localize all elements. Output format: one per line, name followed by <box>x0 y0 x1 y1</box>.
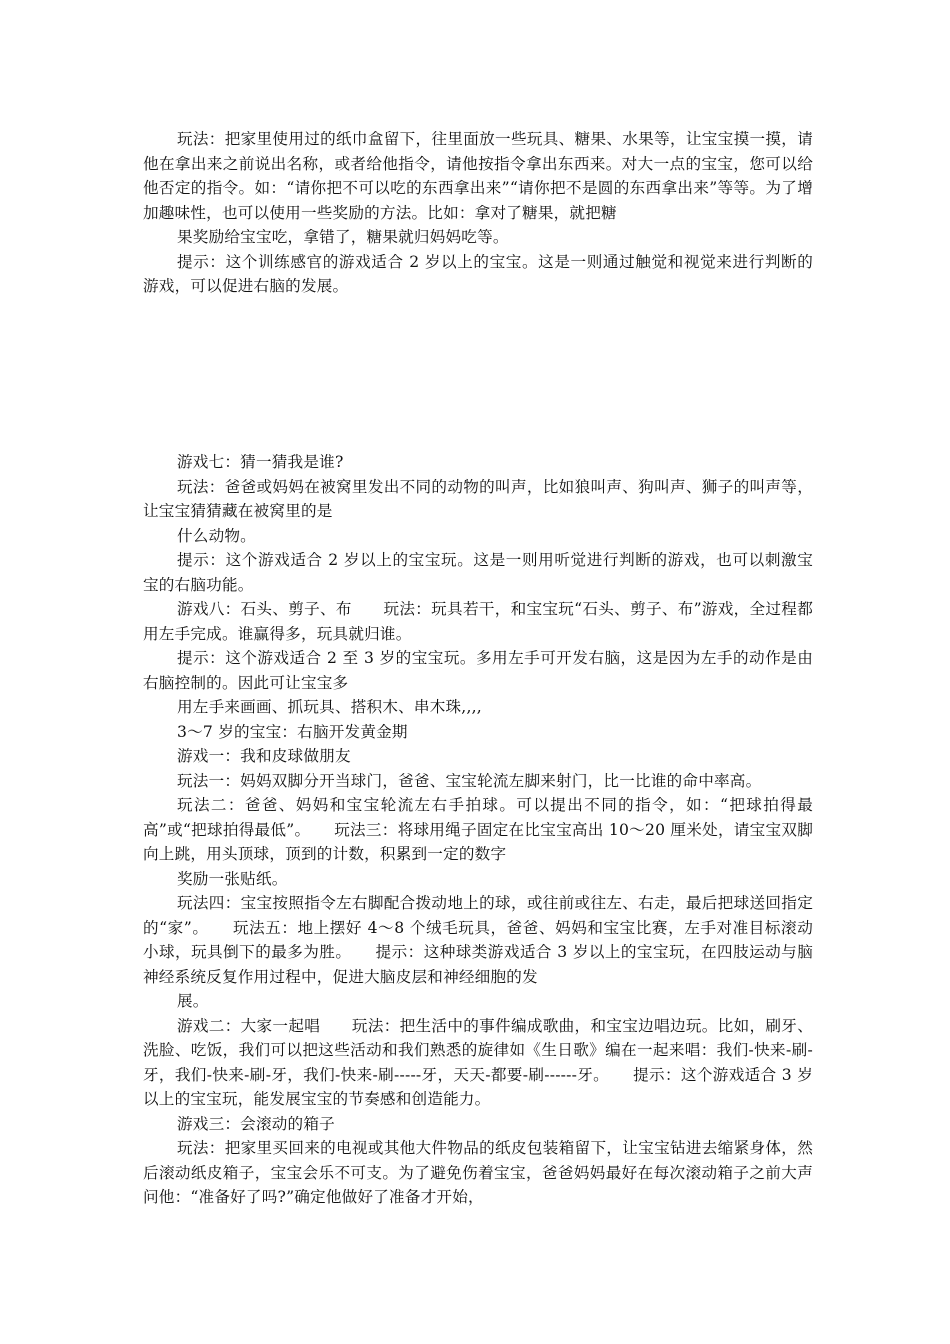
text-block-main <box>143 450 813 1210</box>
text-block-top <box>143 127 813 299</box>
paragraph-top-1: 玩法：把家里使用过的纸巾盒留下，往里面放一些玩具、糖果、水果等，让宝宝摸一摸，请他在拿出来之前说出名称，或者给他指令，请他按指令拿出东西来。对大一点的宝宝，您可以给他否定的指令。如：“请你把不可以吃的东西拿出来”“请你把不是圆的东西拿出来”等等。为了增加趣味性，也可以使用一些奖励的方法。比如：拿对了糖果，就把糖 <box>143 130 813 222</box>
paragraph-game-8-tip: 提示：这个游戏适合 2 至 3 岁的宝宝玩。多用左手可开发右脑，这是因为左手的动作是由右脑控制的。因此可让宝宝多 <box>143 649 813 692</box>
paragraph-game-1-play-3-cont: 奖励一张贴纸。 <box>177 869 288 888</box>
heading-game-7: 游戏七：猜一猜我是谁? <box>177 453 344 471</box>
paragraph-game-7-play: 玩法：爸爸或妈妈在被窝里发出不同的动物的叫声，比如狼叫声、狗叫声、狮子的叫声等，让宝宝猜猜藏在被窝里的是 <box>143 477 813 520</box>
heading-game-1: 游戏一：我和皮球做朋友 <box>177 747 351 765</box>
paragraph-game-3-play: 玩法：把家里买回来的电视或其他大件物品的纸皮包装箱留下，让宝宝钻进去缩紧身体，然后滚动纸皮箱子，宝宝会乐不可支。为了避免伤着宝宝，爸爸妈妈最好在每次滚动箱子之前大声问他：“准备好了吗?”确定他做好了准备才开始， <box>143 1139 813 1206</box>
paragraph-game-1-play-2-3: 玩法二：爸爸、妈妈和宝宝轮流左右手拍球。可以提出不同的指令，如：“把球拍得最高”或“把球拍得最低”。 玩法三：将球用绳子固定在比宝宝高出 10～20 厘米处，请宝宝双脚向上跳，用头顶球，顶到的计数，积累到一定的数字 <box>143 796 813 863</box>
paragraph-game-1-play-1: 玩法一：妈妈双脚分开当球门，爸爸、宝宝轮流左脚来射门，比一比谁的命中率高。 <box>177 771 762 790</box>
paragraph-game-1-play-4-5: 玩法四：宝宝按照指令左右脚配合拨动地上的球，或往前或往左、右走，最后把球送回指定的“家”。 玩法五：地上摆好 4～8 个绒毛玩具，爸爸、妈妈和宝宝比赛，左手对准目标滚动小球，玩具倒下的最多为胜。 提示：这种球类游戏适合 3 岁以上的宝宝玩，在四肢运动与脑神经系统反复作用过程中，促进大脑皮层和神经细胞的发 <box>143 894 813 986</box>
paragraph-top-2: 果奖励给宝宝吃，拿错了，糖果就归妈妈吃等。 <box>177 228 509 246</box>
paragraph-game-8-tip-cont: 用左手来画画、抓玩具、搭积木、串木珠,,,, <box>177 698 482 716</box>
paragraph-game-2: 游戏二：大家一起唱 玩法：把生活中的事件编成歌曲，和宝宝边唱边玩。比如，刷牙、洗脸、吃饭，我们可以把这些活动和我们熟悉的旋律如《生日歌》编在一起来唱：我们-快来-刷-牙，我们-快来-刷-牙，我们-快来-刷-----牙，天天-都要-刷------牙。 提示：这个游戏适合 3 岁以上的宝宝玩，能发展宝宝的节奏感和创造能力。 <box>143 1016 813 1108</box>
section-heading-3-7: 3～7 岁的宝宝：右脑开发黄金期 <box>177 722 408 741</box>
paragraph-game-7-tip: 提示：这个游戏适合 2 岁以上的宝宝玩。这是一则用听觉进行判断的游戏，也可以刺激宝宝的右脑功能。 <box>143 551 813 594</box>
paragraph-game-8: 游戏八：石头、剪子、布 玩法：玩具若干，和宝宝玩“石头、剪子、布”游戏，全过程都用左手完成。谁赢得多，玩具就归谁。 <box>143 600 813 643</box>
paragraph-top-3: 提示：这个训练感官的游戏适合 2 岁以上的宝宝。这是一则通过触觉和视觉来进行判断的游戏，可以促进右脑的发展。 <box>143 252 813 295</box>
heading-game-3: 游戏三：会滚动的箱子 <box>177 1114 335 1133</box>
paragraph-game-1-tip-cont: 展。 <box>177 992 209 1010</box>
paragraph-game-7-play-cont: 什么动物。 <box>177 526 256 545</box>
